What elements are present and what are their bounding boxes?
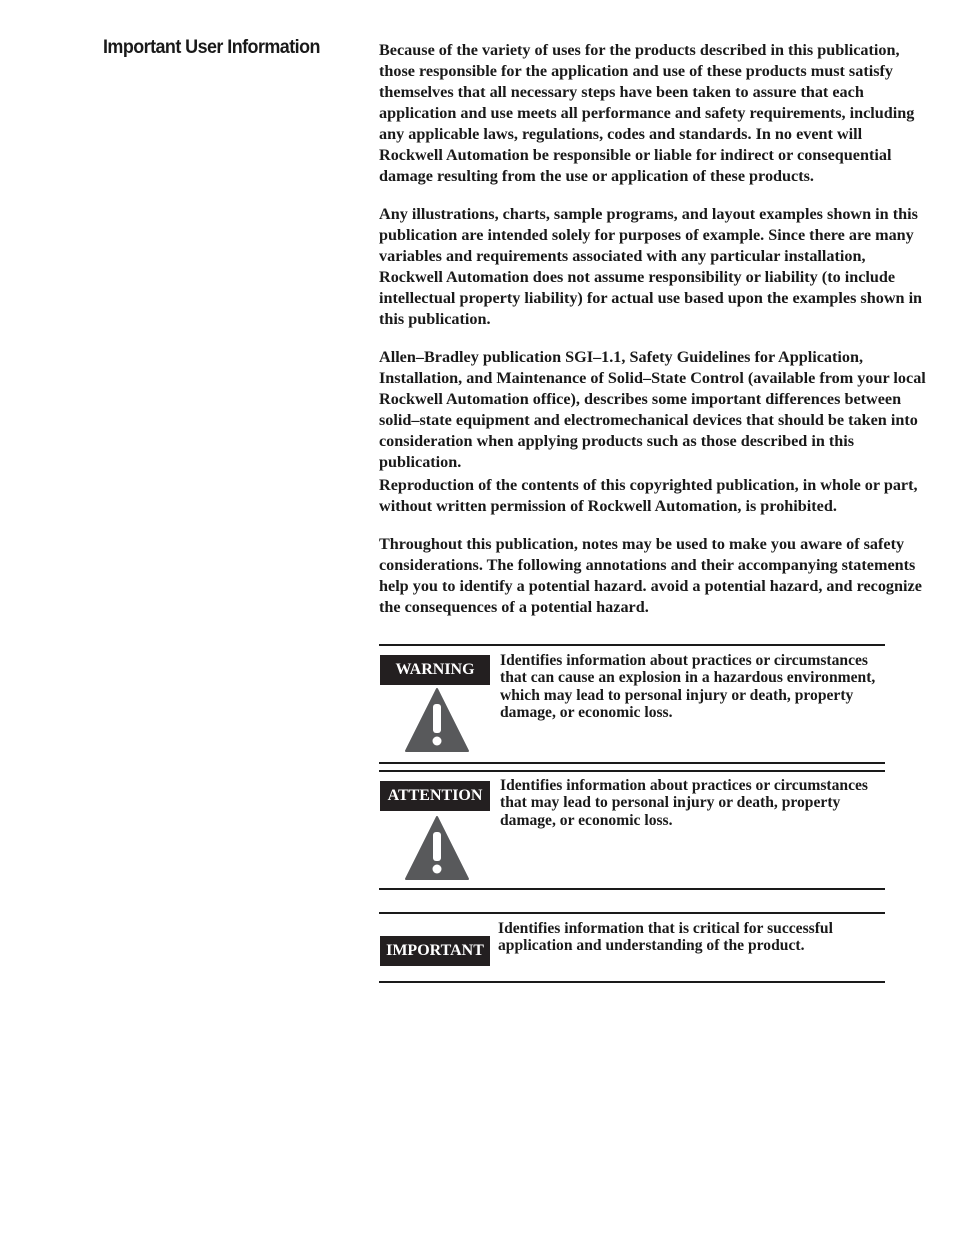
paragraph-liability: Because of the variety of uses for the products described in this publication, those responsible for the application and use of these products must satisfy themselves that all necessary steps have been taken to assure that each application and use meets all performance and safety requirements, including any applicable laws, regulations, codes and standards. In no event will Rockwell Automation be responsible or liable for indirect or consequential damage resulting from the use or application of these products. — [379, 41, 915, 185]
attention-note — [379, 770, 885, 894]
important-note — [379, 912, 885, 986]
attention-badge: ATTENTION — [380, 781, 490, 811]
important-bottom-rule — [379, 981, 885, 983]
important-badge: IMPORTANT — [380, 936, 490, 966]
body-text — [379, 40, 927, 635]
warning-badge: WARNING — [380, 655, 490, 685]
warning-top-rule — [379, 644, 885, 646]
paragraph-reproduction: Reproduction of the contents of this copyrighted publication, in whole or part, without written permission of Rockwell Automation, is prohibited. — [379, 476, 918, 515]
paragraph-examples: Any illustrations, charts, sample programs, and layout examples shown in this publication are intended solely for purposes of example. Since there are many variables and requirements associated with any particular installation, Rockwell Automation does not assume responsibility or liability (to include intellectual property liability) for actual use based upon the examples shown in this publication. — [379, 205, 923, 328]
attention-bottom-rule — [379, 888, 885, 890]
important-top-rule — [379, 912, 885, 914]
warning-text: Identifies information about practices or circumstances that can cause an explosion in a hazardous environment, which may lead to personal injury or death, property damage, or economic loss. — [500, 652, 876, 721]
warning-triangle-icon — [404, 687, 470, 753]
warning-triangle-icon — [404, 815, 470, 881]
paragraph-notes-intro: Throughout this publication, notes may be used to make you aware of safety considerations. The following annotations and their accompanying statements help you to identify a potential hazard. avoid a potential hazard, and recognize the consequences of a potential hazard. — [379, 535, 922, 616]
attention-text: Identifies information about practices or circumstances that may lead to personal injury or death, property damage, or economic loss. — [500, 777, 868, 829]
paragraph-sgi: Allen–Bradley publication SGI–1.1, Safety Guidelines for Application, Installation, and Maintenance of Solid–State Control (available from your local Rockwell Automation office), describes some important differences between solid–state equipment and electromechanical devices that should be taken into consideration when applying products such as those described in this publication. — [379, 348, 926, 471]
warning-note — [379, 644, 885, 768]
warning-bottom-rule — [379, 762, 885, 764]
important-text: Identifies information that is critical for successful application and understanding of the product. — [498, 920, 833, 955]
attention-top-rule — [379, 770, 885, 772]
section-heading: Important User Information — [103, 36, 320, 58]
